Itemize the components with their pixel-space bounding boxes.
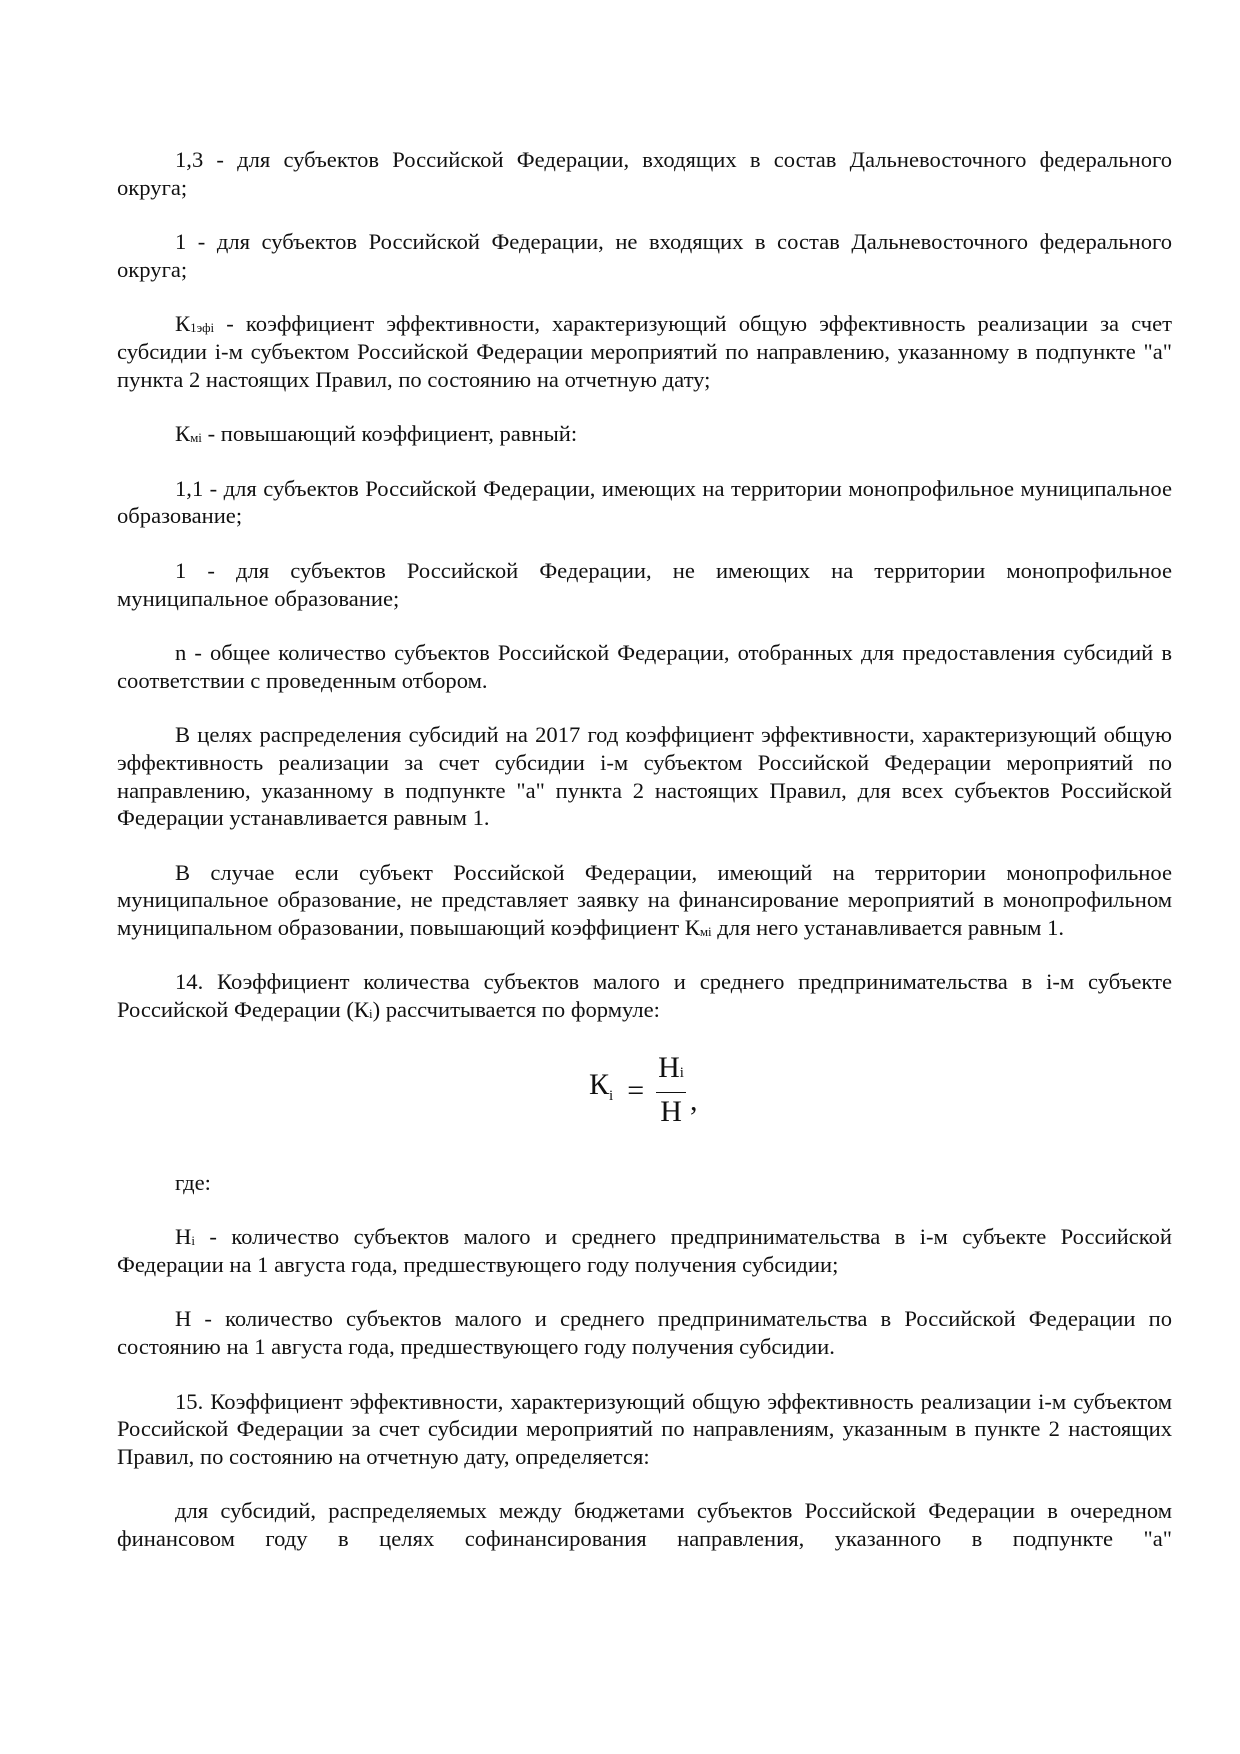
paragraph-coefficient-non-far-east: 1 - для субъектов Российской Федерации, не входящих в состав Дальневосточного федерального округа; xyxy=(117,229,1172,282)
definition-text: - коэффициент эффективности, характеризующий общую эффективность реализации за счет субсидии i-м субъектом Российской Федерации мероприятий по направлению, указанному в подпункте "а" пункта 2 настоящих Правил, по состоянию на отчетную дату; xyxy=(117,311,1172,392)
paragraph-n-definition: n - общее количество субъектов Российской Федерации, отобранных для предоставления субсидий в соответствии с проведенным отбором. xyxy=(117,640,1172,693)
symbol: К xyxy=(175,311,191,337)
symbol-subscript: i xyxy=(191,1233,195,1249)
formula-equals: = xyxy=(627,1073,645,1107)
paragraph-h-definition: Н - количество субъектов малого и среднего предпринимательства в Российской Федерации по состоянию на 1 августа года, предшествующего году получения субсидии. xyxy=(117,1306,1172,1360)
paragraph-km-definition xyxy=(117,420,1172,448)
symbol-subscript: мi xyxy=(190,430,202,446)
paragraph-2017-distribution: В целях распределения субсидий на 2017 год коэффициент эффективности, характеризующий общую эффективность реализации за счет субсидии i-м субъектом Российской Федерации мероприятий по направлению, указанному в подпункте "а" пункта 2 настоящих Правил, для всех субъектов Российской Федерации устанавливается равным 1. xyxy=(117,722,1172,831)
paragraph-hi-definition xyxy=(117,1223,1172,1278)
paragraph-subsidies-distribution: для субсидий, распределяемых между бюджетами субъектов Российской Федерации в очередном финансовом году в целях софинансирования направления, указанного в подпункте "а" xyxy=(117,1498,1172,1551)
paragraph-where: где: xyxy=(175,1169,211,1195)
formula-denominator: Н xyxy=(660,1094,682,1128)
symbol-subscript: мi xyxy=(699,923,712,939)
paragraph-15-efficiency: 15. Коэффициент эффективности, характеризующий общую эффективность реализации i-м субъектом Российской Федерации за счет субсидии мероприятий по направлениям, указанным в пункте 2 настоящих Правил, по состоянию на отчетную дату, определяется: xyxy=(117,1388,1172,1469)
formula-numerator: Нi xyxy=(656,1051,686,1093)
paragraph-text-before: В случае если субъект Российской Федерации, имеющий на территории монопрофильное муниципальное образование, не представляет заявку на финансирование мероприятий в монопрофильном муниципальном образовании, повышающий коэффициент xyxy=(117,859,1172,940)
formula-lhs: $К_i$ xyxy=(589,1067,614,1104)
paragraph-text-after: ) рассчитывается по формуле: xyxy=(372,997,660,1023)
formula-comma: , xyxy=(689,1083,698,1117)
paragraph-text-after: для него устанавливается равным 1. xyxy=(711,914,1065,940)
symbol: Н xyxy=(175,1224,192,1250)
paragraph-text-before: 14. Коэффициент количества субъектов малого и среднего предпринимательства в i-м субъекте Российской Федерации ( xyxy=(117,969,1172,1023)
paragraph-km-monoprofile: 1,1 - для субъектов Российской Федерации, имеющих на территории монопрофильное муниципальное образование; xyxy=(117,475,1172,529)
formula-block xyxy=(117,1051,1172,1149)
definition-text: - количество субъектов малого и среднего предпринимательства в i-м субъекте Российской Федерации на 1 августа года, предшествующего году получения субсидии; xyxy=(117,1224,1172,1277)
document-page xyxy=(117,146,1172,1580)
paragraph-14-ki-coefficient xyxy=(117,968,1172,1023)
definition-text: - повышающий коэффициент, равный: xyxy=(201,421,578,447)
symbol: К xyxy=(353,997,369,1023)
paragraph-no-application-case xyxy=(117,859,1172,942)
paragraph-coefficient-far-east: 1,3 - для субъектов Российской Федерации, входящих в состав Дальневосточного федерального округа; xyxy=(117,147,1172,200)
formula-fraction xyxy=(656,1051,686,1131)
paragraph-km-non-monoprofile: 1 - для субъектов Российской Федерации, не имеющих на территории монопрофильное муниципальное образование; xyxy=(117,557,1172,611)
paragraph-k1ef-definition xyxy=(117,310,1172,393)
symbol-subscript: i xyxy=(368,1006,373,1022)
ki-formula xyxy=(589,1051,697,1131)
symbol: К xyxy=(684,914,700,940)
symbol-subscript: 1эфi xyxy=(190,320,215,336)
symbol: К xyxy=(175,421,191,447)
